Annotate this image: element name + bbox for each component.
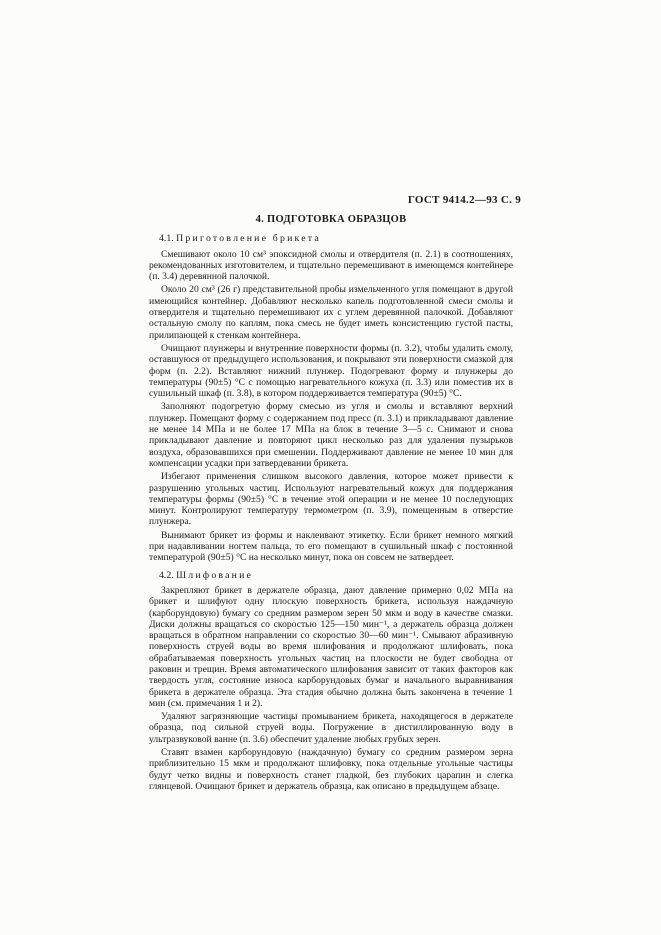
- paragraph: Вынимают брикет из формы и наклеивают этикетку. Если брикет немного мягкий при надавливании ногтем пальца, то его помещают в сушильный шкаф с постоянной температурой (90±5) °С на несколько минут, пока он совсем не затвердеет.: [149, 529, 513, 564]
- subsection-heading-4-1: [159, 233, 513, 244]
- section-title: 4. ПОДГОТОВКА ОБРАЗЦОВ: [255, 214, 407, 225]
- paragraph: Заполняют подогретую форму смесью из угля и смолы и вставляют верхний плунжер. Помещают форму с содержанием под пресс (п. 3.1) и прикладывают давление не менее 14 МПа и не более 17 МПа на блок в течение 3—5 с. Снимают и снова прикладывают давление и повторяют цикл несколько раз для удаления пузырьков воздуха, образовавшихся при смешении. Поддерживают давление не менее 10 мин для компенсации усадки при затвердевании брикета.: [149, 401, 513, 469]
- subsection-number: 4.2.: [159, 569, 174, 581]
- subsection-title: Приготовление брикета: [176, 233, 321, 245]
- standard-header: ГОСТ 9414.2—93 С. 9: [407, 194, 521, 206]
- paragraph: Около 20 см³ (26 г) представительной пробы измельченного угля помещают в другой имеющийся контейнер. Добавляют несколько капель подготовленной смеси смолы и отвердителя и тщательно перемешивают их с углем деревянной палочкой. Добавляют остальную смолу по каплям, пока смесь не будет иметь консистенцию густой пасты, прилипающей к стенкам контейнера.: [149, 284, 513, 341]
- subsection-number: 4.1.: [159, 233, 174, 245]
- paragraph: Закрепляют брикет в держателе образца, дают давление примерно 0,02 МПа на брикет и шлифуют одну плоскую поверхность брикета, используя наждачную (карборундовую) бумагу со средним размером зерен 50 мкм и воду в качестве смазки. Диски должны вращаться со скоростью 125—150 мин⁻¹, а держатель образца должен вращаться в обратном направлении со скоростью 30—60 мин⁻¹. Смывают абразивную поверхность струей воды во время шлифования и продолжают шлифовать, пока обрабатываемая поверхность угольных частиц на плоскости не будет свободна от раковин и трещин. Время автоматического шлифования зависит от таких факторов как твердость угля, состояние износа карборундовых бумаг и начального выравнивания брикета в держателе образца. Эта стадия обычно должна быть закончена в течение 1 мин (см. примечания 1 и 2).: [149, 584, 513, 709]
- subsection-title: Шлифование: [176, 569, 254, 581]
- paragraph: Удаляют загрязняющие частицы промыванием брикета, находящегося в держателе образца, под сильной струей воды. Погружение в дистиллированную воду в ультразвуковой ванне (п. 3.6) обеспечит удаление любых грубых зерен.: [149, 711, 513, 745]
- paragraph: Очищают плунжеры и внутренние поверхности формы (п. 3.2), чтобы удалить смолу, оставшуюся от предыдущего использования, и покрывают эти поверхности смазкой для форм (п. 2.2). Вставляют нижний плунжер. Подогревают форму и плунжеры до температуры (90±5) °С с помощью нагревательного кожуха (п. 3.3) или поместив их в сушильный шкаф (п. 3.8), в котором поддерживается температура (90±5) °С.: [149, 342, 513, 400]
- document-body: [149, 214, 513, 794]
- paragraph: Смешивают около 10 см³ эпоксидной смолы и отвердителя (п. 2.1) в соотношениях, рекомендованных изготовителем, и тщательно перемешивают в имеющемся контейнере (п. 3.4) деревянной палочкой.: [149, 248, 513, 283]
- subsection-heading-4-2: [159, 570, 513, 581]
- paragraph: Избегают применения слишком высокого давления, которое может привести к разрушению угольных частиц. Используют нагревательный кожух для поддержания температуры формы (90±5) °С в течение этой операции и не менее 10 последующих минут. Контролируют температуру термометром (п. 3.9), помещенным в отверстие плунжера.: [149, 471, 513, 528]
- paragraph: Ставят взамен карборундовую (наждачную) бумагу со средним размером зерна приблизительно 15 мкм и продолжают шлифовку, пока отдельные угольные частицы будут четко видны и поверхность станет гладкой, без глубоких царапин и слегка глянцевой. Очищают брикет и держатель образца, как описано в предыдущем абзаце.: [149, 747, 513, 792]
